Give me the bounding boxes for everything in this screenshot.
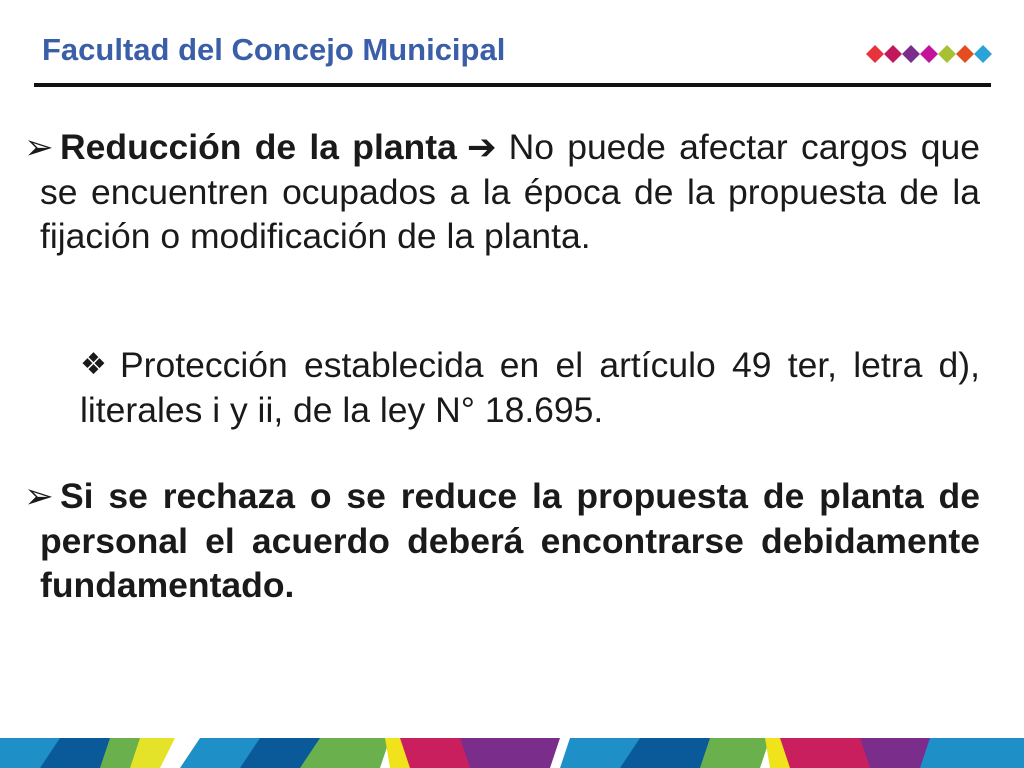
sub-point-text: Protección establecida en el artículo 49 ter, letra d), literales i y ii, de la ley N° 18.695. [80,345,980,430]
point-title: Reducción de la planta [60,127,457,167]
slide-title: Facultad del Concejo Municipal [42,32,506,67]
decorative-footer-band [0,738,1024,768]
arrow-bullet-icon: ➢ [24,127,54,167]
band-shape [920,738,1024,768]
sub-bullet-proteccion [80,343,980,432]
point-text: No puede afectar cargos que se encuentren ocupados a la época de la propuesta de la fijación o modificación de la planta. [40,127,980,256]
bullet-point-rechazo [24,474,980,608]
point-text: Si se rechaza o se reduce la propuesta de planta de personal el acuerdo deberá encontrarse debidamente fundamentado. [40,476,980,605]
band-shape [460,738,560,768]
diamond-bullet-icon: ❖ [80,348,107,381]
right-arrow-icon: ➔ [466,127,497,167]
bullet-point-reduccion [24,125,980,259]
band-shape [700,738,770,768]
arrow-bullet-icon: ➢ [24,476,54,516]
